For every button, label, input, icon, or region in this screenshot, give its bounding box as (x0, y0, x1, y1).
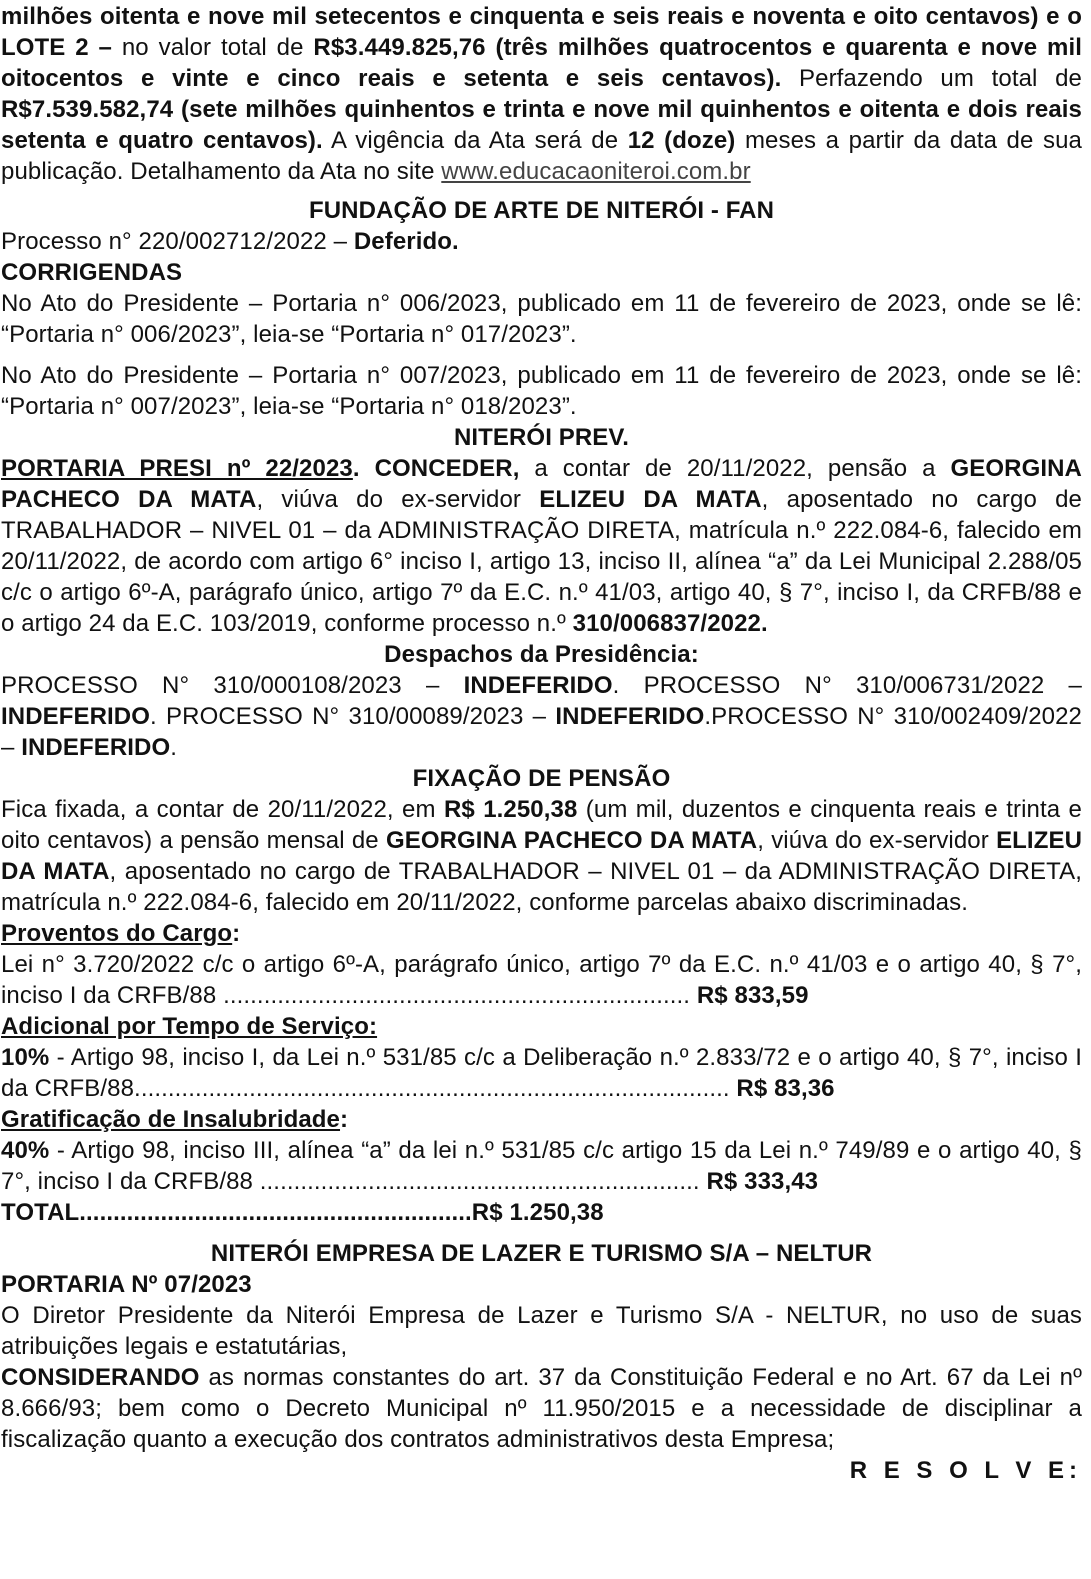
text-bold: CONCEDER, (374, 455, 520, 482)
text-bold: R$ 833,59 (696, 982, 809, 1009)
text: a contar de 20/11/2022, pensão a (519, 455, 951, 482)
adicional-line (1, 1042, 1082, 1104)
text: . PROCESSO N° 310/00089/2023 – (150, 703, 556, 730)
text-bold: Deferido. (353, 228, 459, 255)
text-bold: Proventos do Cargo (1, 920, 233, 947)
text-bold: INDEFERIDO (1, 703, 151, 730)
text-bold: ELIZEU DA MATA (1, 827, 1082, 885)
total-line: TOTAL..........................................................R$ 1.250,38 (1, 1199, 604, 1226)
text-bold: GEORGINA PACHECO DA MATA (1, 455, 1082, 513)
text: Processo n° 220/002712/2022 – (1, 228, 354, 255)
neltur-heading: NITERÓI EMPRESA DE LAZER E TURISMO S/A – NELTUR (210, 1240, 873, 1267)
text-bold: R$ 1.250,38 (443, 796, 578, 823)
text: PROCESSO N° 310/000108/2023 – (1, 672, 464, 699)
text-bold: : (340, 1106, 349, 1133)
gratificacao-heading (1, 1104, 1082, 1135)
text-bold: CONSIDERANDO (1, 1364, 200, 1391)
text-bold: milhões oitenta e nove mil setecentos e cinquenta e seis reais e noventa e oito centavos) e o LOTE 2 – (1, 3, 1082, 61)
neltur-paragraph: O Diretor Presidente da Niterói Empresa de Lazer e Turismo S/A - NELTUR, no uso de suas atribuições legais e estatutárias, (1, 1302, 1082, 1360)
text: .PROCESSO N° 310/002409/2022 – (1, 703, 1082, 761)
corrigenda-2: No Ato do Presidente – Portaria n° 007/2023, publicado em 11 de fevereiro de 2023, onde se lê: “Portaria n° 007/2023”, leia-se “Portaria n° 018/2023”. (1, 362, 1082, 420)
considerando-paragraph (1, 1362, 1082, 1455)
adicional-heading (1, 1011, 1082, 1042)
text: no valor total de (112, 34, 314, 61)
ata-paragraph (1, 1, 1082, 187)
text: , viúva do ex-servidor (757, 827, 997, 854)
corrigenda-1: No Ato do Presidente – Portaria n° 006/2023, publicado em 11 de fevereiro de 2023, onde se lê: “Portaria n° 006/2023”, leia-se “Portaria n° 017/2023”. (1, 290, 1082, 348)
document-page (1, 0, 1082, 1486)
text: . (170, 734, 178, 761)
site-link[interactable]: www.educacaoniteroi.com.br (441, 158, 751, 185)
text-bold: . (352, 455, 375, 482)
section-heading-prev: NITERÓI PREV. (453, 424, 630, 451)
text-bold: R$ 333,43 (706, 1168, 819, 1195)
despachos-heading: Despachos da Presidência: (384, 641, 699, 668)
text: Fica fixada, a contar de 20/11/2022, em (1, 796, 444, 823)
despachos-paragraph (1, 670, 1082, 763)
fixacao-paragraph (1, 794, 1082, 918)
text: - Artigo 98, inciso I, da Lei n.º 531/85 c/c a Deliberação n.º 2.833/72 e o artigo 40, § 7°, inciso I da CRFB/88........................................................................................ (1, 1044, 1082, 1102)
corrigendas-heading: CORRIGENDAS (1, 259, 183, 286)
text: A vigência da Ata será de (322, 127, 628, 154)
proventos-heading (1, 918, 1082, 949)
text: , aposentado no cargo de TRABALHADOR – NIVEL 01 – da ADMINISTRAÇÃO DIRETA, matrícula n.º 222.084-6, falecido em 20/11/2022, de acordo com artigo 6° inciso I, artigo 13, inciso II, alínea “a” da Lei Municipal 2.288/05 c/c o artigo 6º-A, parágrafo único, artigo 7º da E.C. n.º 41/03, artigo 40, § 7°, inciso I, da CRFB/88 e o artigo 24 da E.C. 103/2019, conforme processo n.º (1, 486, 1082, 637)
portaria-paragraph (1, 453, 1082, 639)
text-bold: 310/006837/2022. (572, 610, 768, 637)
text: , viúva do ex-servidor (256, 486, 540, 513)
portaria-number: PORTARIA PRESI nº 22/2023 (1, 455, 353, 482)
text: meses a partir da data de sua publicação. Detalhamento da Ata no site (1, 127, 1082, 185)
text: Perfazendo um total de (781, 65, 1082, 92)
text-bold: INDEFERIDO (555, 703, 705, 730)
text-bold: : (232, 920, 241, 947)
text-bold: ELIZEU DA MATA (539, 486, 762, 513)
section-heading-fan: FUNDAÇÃO DE ARTE DE NITERÓI - FAN (308, 197, 775, 224)
text-bold: Gratificação de Insalubridade (1, 1106, 341, 1133)
proventos-line (1, 949, 1082, 1011)
text-bold: GEORGINA PACHECO DA MATA (385, 827, 758, 854)
text: - Artigo 98, inciso III, alínea “a” da lei n.º 531/85 c/c artigo 15 da Lei n.º 749/89 e o artigo 40, § 7°, inciso I da CRFB/88 ................................................................. (1, 1137, 1082, 1195)
fixacao-heading: FIXAÇÃO DE PENSÃO (412, 765, 671, 792)
text: as normas constantes do art. 37 da Constituição Federal e no Art. 67 da Lei nº 8.666/93; bem como o Decreto Municipal nº 11.950/2015 e a necessidade de disciplinar a fiscalização quanto a execução dos contratos administrativos desta Empresa; (1, 1364, 1082, 1453)
text: . PROCESSO N° 310/006731/2022 – (612, 672, 1082, 699)
text-bold: INDEFERIDO (21, 734, 171, 761)
gratificacao-line (1, 1135, 1082, 1197)
text: (um mil, duzentos e cinquenta reais e trinta e oito centavos) a pensão mensal de (1, 796, 1083, 854)
text-bold: INDEFERIDO (463, 672, 613, 699)
text-bold: 10% (1, 1044, 50, 1071)
text-bold: 40% (1, 1137, 50, 1164)
resolve-line: R E S O L V E: (849, 1457, 1082, 1484)
text-bold: Adicional por Tempo de Serviço: (1, 1013, 378, 1040)
text-bold: R$7.539.582,74 (sete milhões quinhentos e trinta e nove mil quinhentos e oitenta e dois reais setenta e quatro centavos). (1, 96, 1082, 154)
text-bold: R$ 83,36 (736, 1075, 835, 1102)
text: , aposentado no cargo de TRABALHADOR – NIVEL 01 – da ADMINISTRAÇÃO DIRETA, matrícula n.º 222.084-6, falecido em 20/11/2022, conforme parcelas abaixo discriminadas. (1, 858, 1082, 916)
processo-line (1, 226, 1082, 257)
text-bold: R$3.449.825,76 (três milhões quatrocentos e quarenta e nove mil oitocentos e vinte e cinco reais e setenta e seis centavos). (1, 34, 1082, 92)
text: Lei n° 3.720/2022 c/c o artigo 6º-A, parágrafo único, artigo 7º da E.C. n.º 41/03 e o artigo 40, § 7°, inciso I da CRFB/88 ..................................................................... (1, 951, 1082, 1009)
text-bold: 12 (doze) (627, 127, 736, 154)
neltur-portaria: PORTARIA Nº 07/2023 (1, 1271, 252, 1298)
